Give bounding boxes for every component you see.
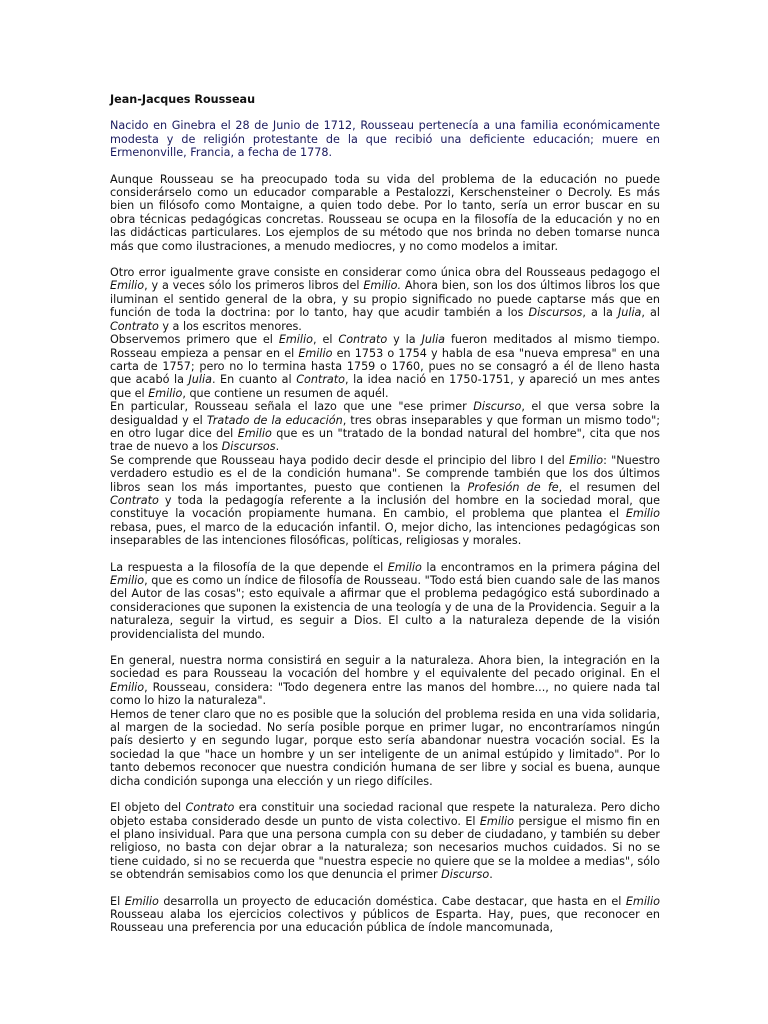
paragraph: [110, 173, 660, 253]
document-page: [110, 93, 660, 935]
paragraph-text: En particular, Rousseau señala el lazo que une "ese primer: [110, 400, 474, 414]
paragraph: [110, 400, 660, 454]
paragraph: [110, 454, 660, 548]
italic-text: Contrato: [296, 373, 346, 387]
italic-text: Emilio: [625, 507, 660, 521]
italic-text: Emilio: [387, 560, 422, 574]
paragraph-text: , al: [641, 306, 661, 320]
paragraph: [110, 895, 660, 935]
italic-text: Emilio: [110, 680, 145, 694]
italic-text: Emilio: [479, 814, 514, 828]
paragraph-text: Ahora bien, son los dos últimos libros los que iluminan el sentido general de la obra, y su propio significado no puede captarse más que en función de toda la doctrina: por lo tanto, hay que acudir también a los: [110, 279, 660, 320]
paragraph: [110, 708, 660, 788]
paragraph-text: , Rousseau, considera: "Todo degenera entre las manos del hombre..., no quiere nada tal como lo hizo la naturaleza".: [110, 680, 660, 708]
paragraph: [110, 266, 660, 333]
italic-text: Emilio: [237, 426, 272, 440]
italic-text: Julia: [421, 333, 446, 347]
italic-text: Emilio: [278, 333, 313, 347]
paragraph-text: , a la: [582, 306, 618, 320]
italic-text: Discursos: [528, 306, 583, 320]
paragraph-text: , que es como un índice de filosofía de Rousseau. "Todo está bien cuando sale de las manos del Autor de las cosas"; esto equivale a afirmar que el problema pedagógico está subordinado a consideraciones que suponen la existencia de una teología y de una de la Providencia. Seguir a la naturaleza, seguir la virtud, es seguir a Dios. El culto a la naturaleza depende de la visión providencialista del mundo.: [110, 574, 660, 641]
paragraph-text: , y a veces sólo los primeros libros del: [144, 279, 364, 293]
paragraph-text: persigue el mismo fin en el plano insividual. Para que una persona cumpla con su deber de ciudadano, y también su deber religioso, no basta con dejar obrar a la naturaleza; son necesarios muchos cuidados. Si no se tiene cuidado, si no se recuerda que "nuestra especie no quiere que se la moldee a medias", sólo se obtendrán semisabios como los que denuncia el primer: [110, 814, 660, 882]
italic-text: Tratado de la educación: [206, 413, 343, 427]
paragraph-text: Rousseau alaba los ejercicios colectivos y públicos de Esparta. Hay, pues, que reconocer en Rousseau una preferencia por una educación pública de índole mancomunada,: [110, 907, 660, 935]
italic-text: Profesión de fe: [467, 480, 559, 494]
paragraph-text: .: [275, 440, 280, 454]
italic-text: Contrato: [110, 493, 159, 507]
italic-text: Discurso: [473, 400, 522, 414]
paragraph-text: Observemos primero que el: [110, 333, 279, 347]
paragraph: [110, 801, 660, 881]
italic-text: Emilio: [110, 574, 145, 587]
paragraph-text: , el que versa sobre la desigualdad y el: [110, 400, 660, 427]
paragraph: [110, 561, 660, 641]
italic-text: Contrato: [185, 801, 235, 815]
paragraph-text: que es un "tratado de la bondad natural del hombre", cita que nos trae de nuevo a los: [110, 426, 660, 454]
italic-text: Emilio: [110, 279, 145, 293]
paragraph-text: : "Nuestro verdadero estudio es el de la condición humana". Se comprende también que los dos últimos libros sean los más importantes, puesto que contienen la: [110, 453, 660, 494]
italic-text: Julia: [188, 373, 212, 387]
italic-text: Contrato: [110, 319, 159, 333]
paragraph-text: .: [489, 868, 493, 882]
italic-text: Emilio: [148, 386, 183, 400]
paragraph-text: la encontramos en la primera página del: [421, 560, 660, 574]
italic-text: Emilio.: [363, 279, 402, 293]
paragraph-text: Aunque Rousseau se ha preocupado toda su vida del problema de la educación no puede considerárselo como un educador comparable a Pestalozzi, Kerschensteiner o Decroly. Es más bien un filósofo como Montaigne, a quien todo debe. Por lo tanto, sería un error buscar en su obra técnicas pedagógicas concretas. Rousseau se ocupa en la filosofía de la educación y no en las didácticas particulares. Los ejemplos de su método que nos brinda no deben tomarse nunca más que como ilustraciones, a menudo mediocres, y no como modelos a imitar.: [110, 172, 660, 253]
paragraph-text: Nacido en Ginebra el 28 de Junio de 1712, Rousseau pertenecía a una familia económicamente modesta y de religión protestante de la que recibió una deficiente educación; muere en Ermenonville, Francia, a fecha de 1778.: [110, 119, 660, 160]
italic-text: Emilio: [568, 453, 604, 467]
paragraph-text: . En cuanto al: [211, 373, 297, 387]
paragraph-text: era constituir una sociedad racional que respete la naturaleza. Pero dicho objeto estaba considerado desde un punto de vista colectivo. El: [110, 801, 661, 828]
paragraph-text: La respuesta a la filosofía de la que depende el: [110, 560, 388, 574]
paragraph-text: El: [110, 894, 125, 908]
paragraph-text: El objeto del: [110, 801, 186, 815]
italic-text: Discursos: [221, 440, 276, 454]
paragraph-text: y a los escritos menores.: [158, 319, 302, 333]
paragraph-text: , el resumen del: [558, 480, 660, 494]
paragraph-text: , el: [312, 333, 339, 347]
paragraph-text: , la idea nació en 1750-1751, y apareció un mes antes que el: [110, 373, 661, 400]
paragraph-text: y la: [387, 333, 422, 347]
italic-text: Emilio: [124, 894, 159, 908]
italic-text: Contrato: [338, 333, 388, 347]
italic-text: Discurso: [441, 868, 490, 882]
paragraph-text: y toda la pedagogía referente a la inclusión del hombre en la sociedad moral, que constituye la vocación propiamente humana. En cambio, el problema que plantea el: [110, 493, 660, 521]
document-title: Jean-Jacques Rousseau: [110, 93, 256, 106]
paragraph: [110, 654, 660, 708]
paragraph-text: fueron meditados al mismo tiempo. Rosseau empieza a pensar en el: [110, 333, 660, 360]
paragraph-text: en 1753 o 1754 y habla de esa "nueva empresa" en una carta de 1757; pero no lo termina hasta 1759 o 1760, pues no se consagró a él de lleno hasta que acabó la: [110, 346, 660, 387]
paragraph: [110, 333, 660, 400]
paragraph-text: Se comprende que Rousseau haya podido decir desde el principio del libro I del: [110, 453, 569, 467]
paragraph-text: desarrolla un proyecto de educación doméstica. Cabe destacar, que hasta en el: [158, 894, 626, 908]
italic-text: Emilio: [298, 346, 333, 360]
paragraph-text: , que contiene un resumen de aquél.: [182, 386, 389, 400]
italic-text: Julia: [617, 306, 642, 320]
paragraph-text: , tres obras inseparables y que forman un mismo todo"; en otro lugar dice del: [110, 413, 660, 440]
paragraph-text: Hemos de tener claro que no es posible que la solución del problema resida en una vida solidaria, al margen de la sociedad. No sería posible porque en primer lugar, no encontraríamos ningún país desierto y en segundo lugar, porque esto sería abandonar nuestra vocación social. Es la sociedad la que "hace un hombre y un ser inteligente de un animal estúpido y limitado". Por lo tanto debemos reconocer que nuestra condición humana de ser libre y social es buena, aunque dicha condición suponga una elección y un riego difíciles.: [110, 707, 660, 788]
paragraph-text: Otro error igualmente grave consiste en considerar como única obra del Rousseaus pedagogo el: [110, 266, 660, 280]
paragraph-text: rebasa, pues, el marco de la educación infantil. O, mejor dicho, las intenciones pedagógicas son inseparables de las intenciones filosóficas, políticas, religiosas y morales.: [110, 520, 660, 548]
italic-text: Emilio: [625, 894, 660, 908]
paragraph: [110, 119, 660, 159]
paragraph-text: En general, nuestra norma consistirá en seguir a la naturaleza. Ahora bien, la integración en la sociedad es para Rousseau la vocación del hombre y el equivalente del pecado original. En el: [110, 654, 660, 681]
document-body: [110, 119, 660, 934]
